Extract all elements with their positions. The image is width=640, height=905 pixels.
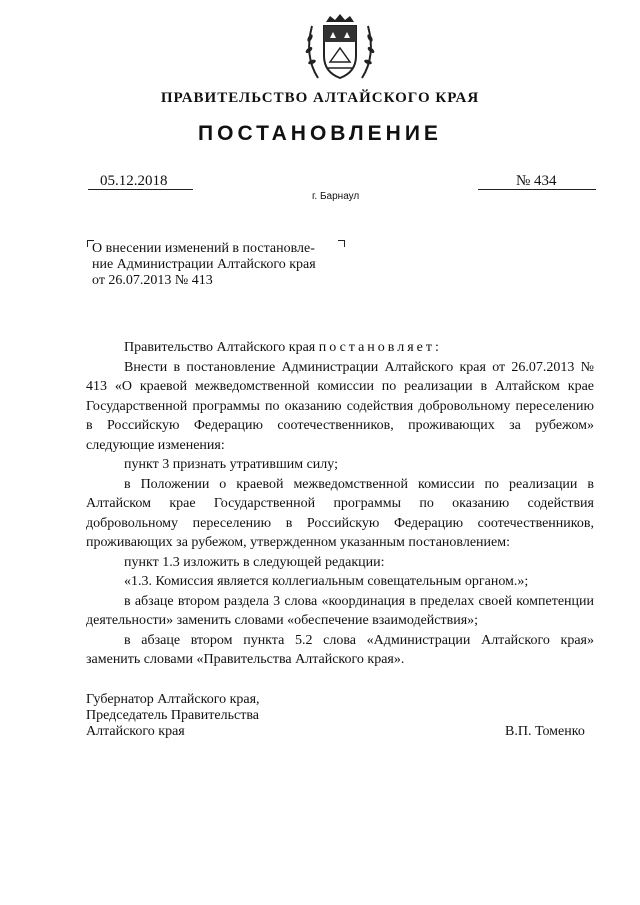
- organization-title: ПРАВИТЕЛЬСТВО АЛТАЙСКОГО КРАЯ: [160, 90, 480, 106]
- document-body: [86, 338, 594, 670]
- body-paragraph: пункт 1.3 изложить в следующей редакции:: [124, 554, 385, 570]
- position-line: Председатель Правительства: [86, 708, 259, 723]
- position-line: Губернатор Алтайского края,: [86, 692, 260, 707]
- position-line: Алтайского края: [86, 724, 185, 739]
- body-paragraph: «1.3. Комиссия является коллегиальным совещательным органом.»;: [124, 574, 529, 589]
- number-underline: [478, 189, 596, 190]
- date-underline: [88, 189, 193, 190]
- document-type-title: ПОСТАНОВЛЕНИЕ: [198, 122, 442, 145]
- body-paragraph: в Положении о краевой межведомственной комиссии по реализации в Алтайском крае Государственной программы по оказанию содействия добровольному переселению в Российскую Федерацию соотечественников, проживающих за рубежом, утвержденном указанным постановлением:: [86, 476, 594, 550]
- subject-line: от 26.07.2013 № 413: [92, 273, 213, 288]
- subject-line: ние Администрации Алтайского края: [92, 257, 316, 272]
- signatory-position: [86, 692, 386, 740]
- body-paragraph: пункт 3 признать утратившим силу;: [124, 457, 338, 472]
- document-number: № 434: [516, 173, 557, 189]
- city-label: г. Барнаул: [312, 191, 360, 202]
- signatory-name: В.П. Томенко: [505, 724, 585, 739]
- subject-line: О внесении изменений в постановле-: [92, 241, 315, 256]
- subject-block: [92, 241, 352, 289]
- body-paragraph: в абзаце втором пункта 5.2 слова «Администрации Алтайского края» заменить словами «Правительства Алтайского края».: [86, 632, 594, 667]
- intro-text: Правительство Алтайского края: [124, 340, 319, 355]
- intro-resolves: постановляет:: [318, 340, 442, 355]
- coat-of-arms-icon: [300, 8, 380, 88]
- document-date: 05.12.2018: [100, 173, 168, 189]
- body-paragraph: в абзаце втором раздела 3 слова «координация в пределах своей компетенции деятельности» заменить словами «обеспечение взаимодействия»;: [86, 593, 594, 628]
- body-paragraph: Внести в постановление Администрации Алтайского края от 26.07.2013 № 413 «О краевой межведомственной комиссии по реализации в Алтайском крае Государственной программы по оказанию содействия добровольному переселению в Российскую Федерацию соотечественников, проживающих за рубежом» следующие изменения:: [86, 359, 594, 453]
- intro-paragraph: [86, 338, 594, 358]
